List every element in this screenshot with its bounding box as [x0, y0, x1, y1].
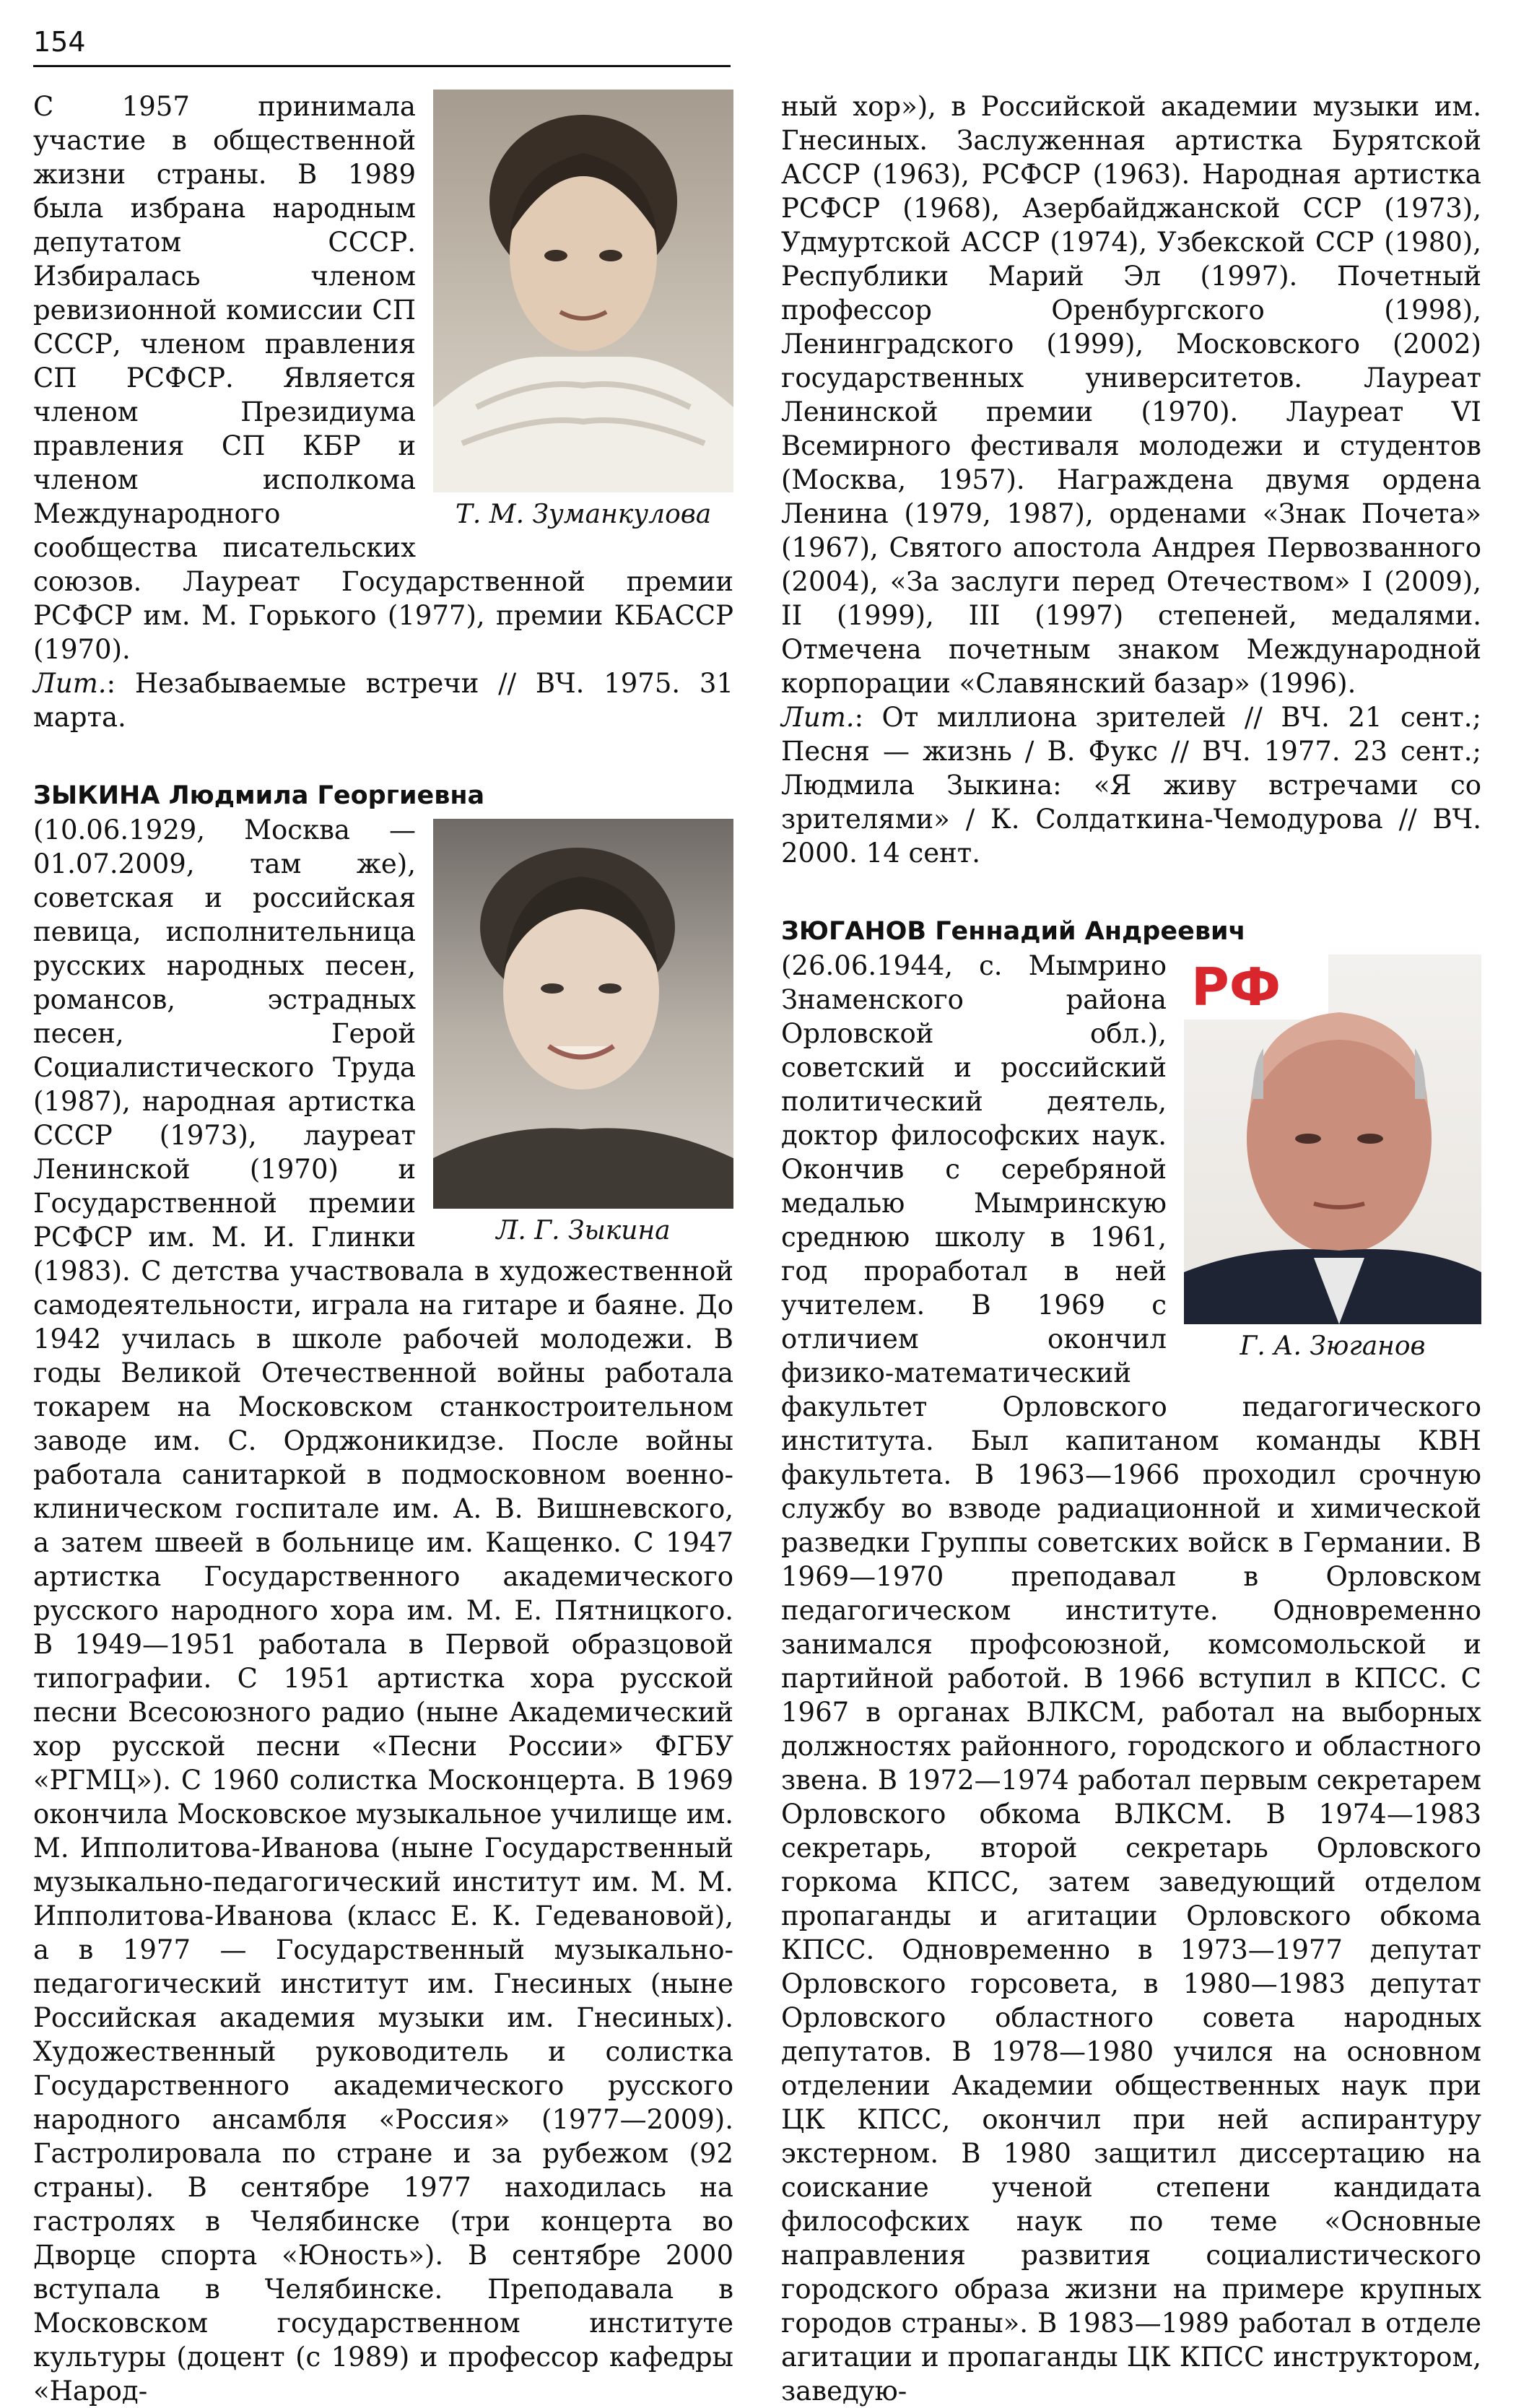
zyuganov-name: ЗЮГАНОВ Геннадий Андреевич — [781, 917, 1246, 946]
right-column — [781, 90, 1481, 2408]
zyuganov-entry — [781, 913, 1481, 949]
zyuganov-banner-text: РФ — [1191, 957, 1281, 1017]
zyuganov-portrait-icon — [1184, 955, 1481, 1324]
zykina-continued: ный хор»), в Российской академии музыки им. Гнесиных. Заслуженная артистка Бурятской АССР (1963), РСФСР (1963). Народная артистка РСФСР (1968), Азербайджанской ССР (1973), Удмуртской АССР (1974), Узбекской ССР (1980), Республики Марий Эл (1997). Почетный профессор Оренбургского (1998), Ленинградского (1999), Московского (2002) государственных университетов. Лауреат Ленинской премии (1970). Лауреат VI Всемирного фестиваля молодежи и студентов (Москва, 1957). Награждена двумя ордена Ленина (1979, 1987), орденами «Знак Почета» (1967), Святого апостола Андрея Первозванного (2004), «За заслуги перед Отечеством» I (2009), II (1999), III (1997) степеней, медалями. Отмечена почетным знаком Международной корпорации «Славянский базар» (1996). — [781, 91, 1481, 699]
zyuganov-caption: Г. А. Зюганов — [1240, 1331, 1426, 1361]
header-rule — [33, 65, 731, 67]
zumankulova-lit-label: Лит. — [33, 668, 107, 699]
left-column — [33, 90, 733, 2408]
zyuganov-body: (26.06.1944, с. Мымрино Знаменского района Орловской обл.), советский и российский политический деятель, доктор философских наук. Окончив с серебряной медалью Мымринскую среднюю школу в 1961, год проработал в ней учителем. В 1969 с отличием окончил физико-математический факультет Орловского педагогического института. Был капитаном команды КВН факультета. В 1963—1966 проходил срочную службу во взводе радиационной и химической разведки Группы советских войск в Германии. В 1969—1970 преподавал в Орловском педагогическом институте. Одновременно занимался профсоюзной, комсомольской и партийной работой. В 1966 вступил в КПСС. С 1967 в органах ВЛКСМ, работал на выборных должностях районного, городского и областного звена. В 1972—1974 работал первым секретарем Орловского обкома ВЛКСМ. В 1974—1983 секретарь, второй секретарь Орловского горкома КПСС, затем заведующий отделом пропаганды и агитации Орловского обкома КПСС. Одновременно в 1973—1977 депутат Орловского горсовета, в 1980—1983 депутат Орловского областного совета народных депутатов. В 1978—1980 учился на основном отделении Академии общественных наук при ЦК КПСС, окончил при ней аспирантуру экстерном. В 1980 защитил диссертацию на соискание ученой степени кандидата философских наук по теме «Основные направления развития социалистического городского образа жизни на примере крупных городов страны». В 1983—1989 работал в отделе агитации и пропаганды ЦК КПСС инструктором, заведую- — [781, 950, 1481, 2407]
zykina-name: ЗЫКИНА Людмила Георгиевна — [33, 781, 485, 810]
zykina-portrait-icon — [433, 819, 733, 1209]
zyuganov-figure — [1184, 955, 1481, 1363]
zykina-lit-label: Лит. — [781, 702, 855, 733]
zykina-lit-text: : От миллиона зрителей // ВЧ. 21 сент.; Песня — жизнь / В. Фукс // ВЧ. 1977. 23 сент.; Людмила Зыкина: «Я живу встречами со зрителями» / К. Солдаткина-Чемодурова // ВЧ. 2000. 14 сент. — [781, 702, 1481, 869]
zumankulova-figure — [433, 90, 733, 531]
zykina-entry — [33, 778, 733, 813]
zykina-literature — [781, 700, 1481, 870]
zykina-figure — [433, 819, 733, 1248]
zumankulova-photo — [433, 90, 733, 492]
zumankulova-portrait-icon — [433, 90, 733, 492]
zyuganov-photo — [1184, 955, 1481, 1324]
zumankulova-caption: Т. М. Зуманкулова — [455, 500, 712, 529]
zykina-body: (10.06.1929, Москва — 01.07.2009, там же), советская и российская певица, исполнительница русских народных песен, романсов, эстрадных песен, Герой Социалистического Труда (1987), народная артистка СССР (1973), лауреат Ленинской (1970) и Государственной премии РСФСР им. М. И. Глинки (1983). С детства участвовала в художественной самодеятельности, играла на гитаре и баяне. До 1942 училась в школе рабочей молодежи. В годы Великой Отечественной войны работала токарем на Московском станкостроительном заводе им. С. Орджоникидзе. После войны работала санитаркой в подмосковном военно-клиническом госпитале им. А. В. Вишневского, а затем швеей в больнице им. Кащенко. С 1947 артистка Государственного академического русского народного хора им. М. Е. Пятницкого. В 1949—1951 работала в Первой образцовой типографии. С 1951 артистка хора русской песни Всесоюзного радио (ныне Академический хор русской песни «Песни России» ФГБУ «РГМЦ»). С 1960 солистка Москонцерта. В 1969 окончила Московское музыкальное училище им. М. Ипполитова-Иванова (ныне Государственный музыкально-педагогический институт им. М. М. Ипполитова-Иванова (класс Е. К. Гедевановой), а в 1977 — Государственный музыкально-педагогический институт им. Гнесиных (ныне Российская академия музыки им. Гнесиных). Художественный руководитель и солистка Государственного академического русского народного ансамбля «Россия» (1977—2009). Гастролировала по стране и за рубежом (92 страны). В сентябре 1977 находилась на гастролях в Челябинске (три концерта во Дворце спорта «Юность»). В сентябре 2000 вступала в Челябинске. Преподавала в Московском государственном институте культуры (доцент (с 1989) и профессор кафедры «Народ- — [33, 814, 733, 2407]
zumankulova-lit-text: : Незабываемые встречи // ВЧ. 1975. 31 марта. — [33, 668, 733, 733]
zykina-photo — [433, 819, 733, 1209]
zumankulova-literature — [33, 666, 733, 734]
zykina-caption: Л. Г. Зыкина — [496, 1216, 671, 1246]
zumankulova-body: С 1957 принимала участие в общественной жизни страны. В 1989 была избрана народным депутатом СССР. Избиралась членом ревизионной комиссии СП СССР, членом правления СП РСФСР. Является членом Президиума правления СП КБР и членом исполкома Международного сообщества писательских союзов. Лауреат Государственной премии РСФСР им. М. Горького (1977), премии КБАССР (1970). — [33, 91, 733, 665]
page-number: 154 — [33, 26, 86, 58]
